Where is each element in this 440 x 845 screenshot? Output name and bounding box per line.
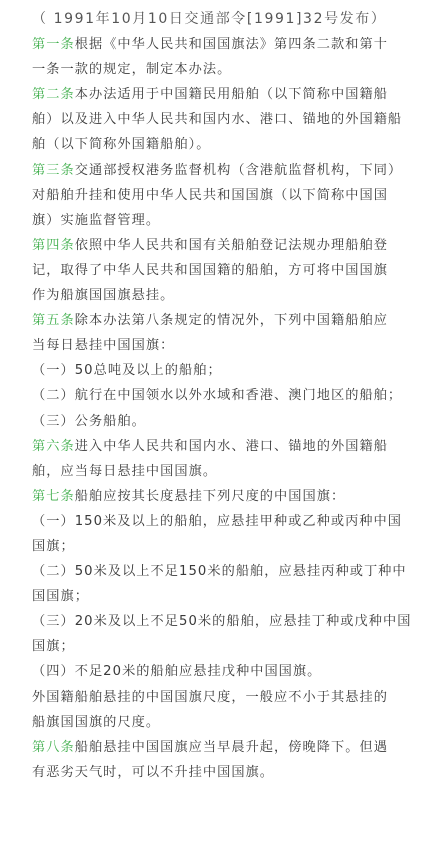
line-text: 根据《中华人民共和国国旗法》第四条二款和第十 — [74, 37, 388, 53]
text-line — [32, 57, 418, 82]
line-text: 船舶悬挂中国国旗应当早晨升起，傍晚降下。但遇 — [74, 739, 388, 755]
text-line — [32, 82, 418, 107]
text-line — [32, 233, 418, 258]
text-line — [32, 509, 418, 534]
article-label: 第六条 — [32, 438, 75, 454]
line-text: 依照中华人民共和国有关船舶登记法规办理船舶登 — [74, 237, 388, 253]
text-line — [32, 132, 418, 157]
line-text: （四）不足20米的船舶应悬挂戊种中国国旗。 — [32, 664, 322, 680]
text-line — [32, 308, 418, 333]
text-line — [32, 659, 418, 684]
line-text: （一）50总吨及以上的船舶； — [32, 363, 222, 379]
line-text: 舶（以下简称外国籍船舶）。 — [32, 137, 211, 153]
text-line — [32, 735, 418, 760]
line-text: 本办法适用于中国籍民用船舶（以下简称中国籍船 — [74, 87, 388, 103]
line-text: （一）150米及以上的船舶，应悬挂甲种或乙种或丙种中国 — [32, 513, 403, 529]
line-text: 有恶劣天气时，可以不升挂中国国旗。 — [32, 764, 275, 780]
article-label: 第七条 — [32, 488, 75, 504]
line-text: （二）50米及以上不足150米的船舶，应悬挂丙种或丁种中 — [32, 564, 407, 580]
text-line — [32, 32, 418, 57]
line-text: 记，取得了中华人民共和国国籍的船舶，方可将中国国旗 — [32, 262, 388, 278]
text-line — [32, 208, 418, 233]
line-text: 作为船旗国国旗悬挂。 — [32, 288, 175, 304]
line-text: 船舶应按其长度悬挂下列尺度的中国国旗： — [74, 488, 346, 504]
line-text: 旗）实施监督管理。 — [32, 212, 161, 228]
line-text: 船旗国国旗的尺度。 — [32, 714, 161, 730]
text-line — [32, 459, 418, 484]
line-text: 国旗； — [32, 538, 75, 554]
text-line — [32, 333, 418, 358]
text-line — [32, 258, 418, 283]
text-line — [32, 760, 418, 785]
text-line — [32, 609, 418, 634]
line-text: 进入中华人民共和国内水、港口、锚地的外国籍船 — [74, 438, 388, 454]
text-line — [32, 484, 418, 509]
text-line — [32, 685, 418, 710]
article-label: 第八条 — [32, 739, 75, 755]
line-text: 对船舶升挂和使用中华人民共和国国旗（以下简称中国国 — [32, 187, 388, 203]
line-text: 国旗； — [32, 639, 75, 655]
line-text: （二）航行在中国领水以外水域和香港、澳门地区的船舶； — [32, 388, 403, 404]
text-line — [32, 409, 418, 434]
text-line — [32, 434, 418, 459]
line-text: 舶，应当每日悬挂中国国旗。 — [32, 463, 218, 479]
text-line — [32, 559, 418, 584]
text-line — [32, 534, 418, 559]
text-line — [32, 634, 418, 659]
line-text: 除本办法第八条规定的情况外，下列中国籍船舶应 — [74, 313, 388, 329]
line-text: 交通部授权港务监督机构（含港航监督机构，下同） — [74, 162, 403, 178]
line-text: 当每日悬挂中国国旗： — [32, 338, 175, 354]
line-text: 舶）以及进入中华人民共和国内水、港口、锚地的外国籍船 — [32, 112, 403, 128]
line-text: 国国旗； — [32, 589, 89, 605]
article-label: 第一条 — [32, 37, 75, 53]
text-line — [32, 584, 418, 609]
text-line — [32, 358, 418, 383]
text-line — [32, 183, 418, 208]
regulation-text — [32, 32, 418, 785]
line-text: 一条一款的规定，制定本办法。 — [32, 62, 232, 78]
text-line — [32, 710, 418, 735]
text-line — [32, 383, 418, 408]
line-text: （三）公务船舶。 — [32, 413, 146, 429]
line-text: （三）20米及以上不足50米的船舶，应悬挂丁种或戊种中国 — [32, 614, 412, 630]
article-label: 第二条 — [32, 87, 75, 103]
document-header: （ 1991年10月10日交通部令[1991]32号发布） — [32, 11, 387, 27]
line-text: 外国籍船舶悬挂的中国国旗尺度，一般应不小于其悬挂的 — [32, 689, 388, 705]
article-label: 第三条 — [32, 162, 75, 178]
article-label: 第四条 — [32, 237, 75, 253]
text-line — [32, 158, 418, 183]
text-line — [32, 283, 418, 308]
text-line — [32, 107, 418, 132]
article-label: 第五条 — [32, 313, 75, 329]
